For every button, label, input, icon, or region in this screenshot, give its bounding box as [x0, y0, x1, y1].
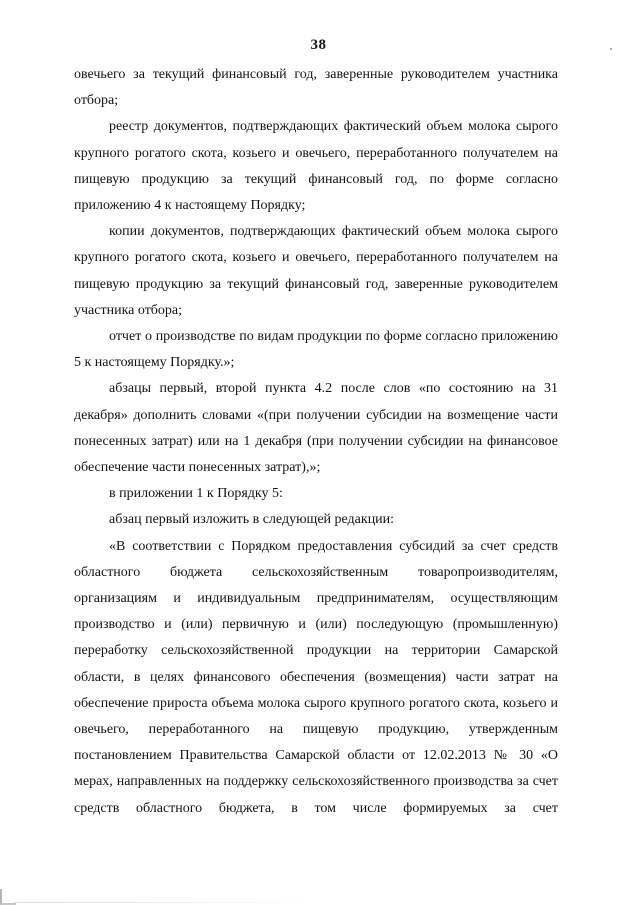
- paragraph-5: абзацы первый, второй пункта 4.2 после слов «по состоянию на 31 декабря» дополнить словами «(при получении субсидии на возмещение части понесенных затрат) или на 1 декабря (при получении субсидии на финансовое обеспечение части понесенных затрат),»;: [74, 381, 558, 476]
- paragraph-7: абзац первый изложить в следующей редакции:: [109, 512, 395, 528]
- paragraph-6: в приложении 1 к Порядку 5:: [109, 486, 283, 502]
- scan-corner-mark: [0, 889, 16, 905]
- paragraph-3: копии документов, подтверждающих фактический объем молока сырого крупного рогатого скота, козьего и овечьего, переработанного получателем на пищевую продукцию за текущий финансовый год, заверенные руководителем участника отбора;: [74, 224, 558, 318]
- scan-edge-shadow: [14, 902, 314, 903]
- paragraph-2: реестр документов, подтверждающих фактический объем молока сырого крупного рогатого скота, козьего и овечьего, переработанного получателем на пищевую продукцию за текущий финансовый год, по форме согласно приложению 4 к настоящему Порядку;: [74, 119, 558, 214]
- document-body: [74, 62, 558, 822]
- paragraph-4: отчет о производстве по видам продукции по форме согласно приложению 5 к настоящему Порядку.»;: [74, 329, 558, 371]
- paragraph-1: овечьего за текущий финансовый год, заверенные руководителем участника отбора;: [74, 67, 558, 109]
- paragraph-8: «В соответствии с Порядком предоставления субсидий за счет средств областного бюджета сельскохозяйственным товаропроизводителям, организациям и индивидуальным предпринимателям, осуществляющим производство и (или) первичную и (или) последующую (промышленную) переработку сельскохозяйственной продукции на территории Самарской области, в целях финансового обеспечения (возмещения) части затрат на обеспечение прироста объема молока сырого крупного рогатого скота, козьего и овечьего, переработанного на пищевую продукцию, утвержденным постановлением Правительства Самарской области от 12.02.2013 № 30 «О мерах, направленных на поддержку сельскохозяйственного производства за счет средств областного бюджета, в том числе формируемых за счет: [74, 538, 558, 816]
- scan-speck: [610, 48, 612, 50]
- page-number: 38: [310, 37, 327, 53]
